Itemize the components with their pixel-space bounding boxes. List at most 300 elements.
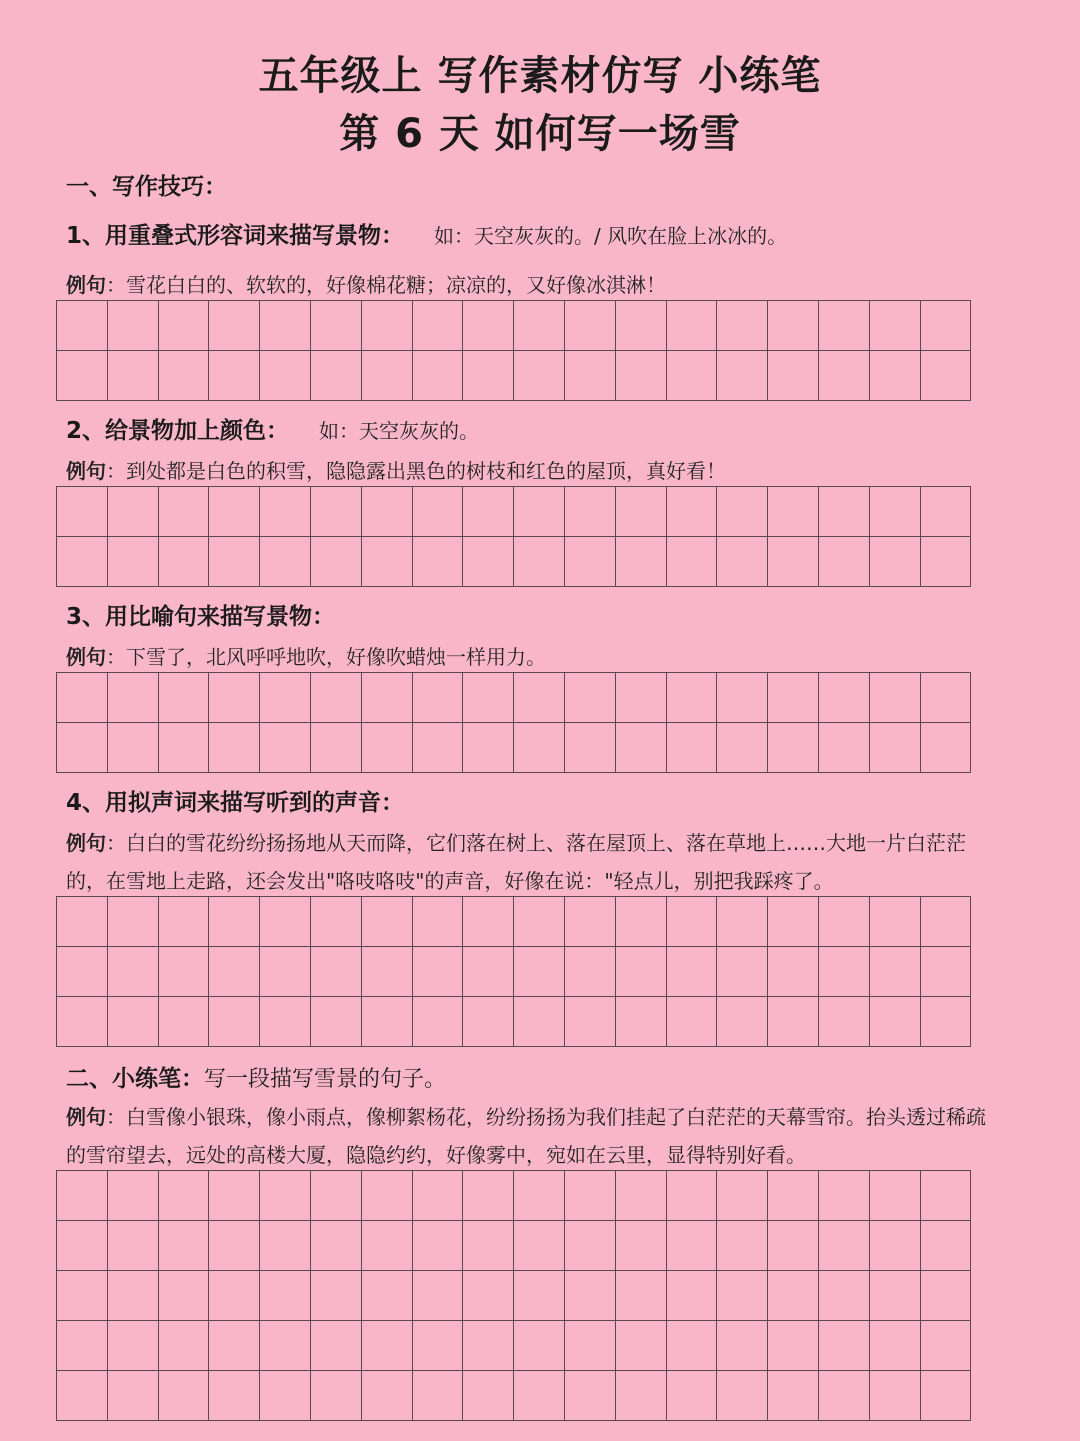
technique-3-heading: [66, 601, 335, 633]
grid-cell[interactable]: [463, 1171, 514, 1221]
grid-cell[interactable]: [616, 673, 667, 723]
technique-1-heading: [66, 220, 787, 252]
grid-cell[interactable]: [463, 947, 514, 997]
grid-cell[interactable]: [514, 301, 565, 351]
grid-cell[interactable]: [870, 897, 921, 947]
grid-cell[interactable]: [514, 1271, 565, 1321]
grid-cell[interactable]: [565, 1271, 616, 1321]
grid-cell[interactable]: [209, 673, 260, 723]
grid-cell[interactable]: [667, 487, 718, 537]
grid-cell[interactable]: [260, 673, 311, 723]
grid-cell[interactable]: [514, 947, 565, 997]
grid-cell[interactable]: [768, 723, 819, 773]
practice-example: [66, 1098, 996, 1174]
grid-cell[interactable]: [921, 351, 972, 401]
grid-cell[interactable]: [463, 1221, 514, 1271]
example-text: ：到处都是白色的积雪，隐隐露出黑色的树枝和红色的屋顶，真好看！: [106, 459, 726, 483]
grid-cell[interactable]: [57, 1171, 108, 1221]
grid-cell[interactable]: [514, 1171, 565, 1221]
grid-cell[interactable]: [57, 947, 108, 997]
grid-cell[interactable]: [159, 537, 210, 587]
grid-cell[interactable]: [514, 1221, 565, 1271]
grid-cell[interactable]: [108, 997, 159, 1047]
grid-cell[interactable]: [463, 487, 514, 537]
grid-cell[interactable]: [463, 301, 514, 351]
grid-cell[interactable]: [565, 301, 616, 351]
grid-cell[interactable]: [921, 487, 972, 537]
grid-cell[interactable]: [108, 897, 159, 947]
grid-cell[interactable]: [667, 897, 718, 947]
practice-heading-label: 二、小练笔：: [66, 1066, 204, 1092]
grid-cell[interactable]: [57, 1271, 108, 1321]
grid-cell[interactable]: [921, 673, 972, 723]
grid-cell[interactable]: [413, 301, 464, 351]
grid-cell[interactable]: [57, 1371, 108, 1421]
grid-cell[interactable]: [108, 723, 159, 773]
grid-cell[interactable]: [514, 537, 565, 587]
grid-cell[interactable]: [565, 673, 616, 723]
grid-cell[interactable]: [362, 1171, 413, 1221]
grid-cell[interactable]: [819, 301, 870, 351]
grid-cell[interactable]: [819, 723, 870, 773]
grid-cell[interactable]: [463, 997, 514, 1047]
grid-cell[interactable]: [463, 1271, 514, 1321]
grid-cell[interactable]: [463, 351, 514, 401]
grid-cell[interactable]: [57, 1221, 108, 1271]
grid-cell[interactable]: [413, 673, 464, 723]
grid-row: [57, 1371, 971, 1421]
grid-cell[interactable]: [311, 1271, 362, 1321]
grid-cell[interactable]: [159, 1221, 210, 1271]
grid-cell[interactable]: [717, 351, 768, 401]
grid-cell[interactable]: [565, 1321, 616, 1371]
grid-cell[interactable]: [768, 997, 819, 1047]
grid-cell[interactable]: [209, 351, 260, 401]
grid-cell[interactable]: [311, 673, 362, 723]
grid-cell[interactable]: [870, 537, 921, 587]
section-heading-techniques: 一、写作技巧：: [66, 174, 227, 200]
grid-cell[interactable]: [57, 723, 108, 773]
grid-cell[interactable]: [514, 487, 565, 537]
grid-cell[interactable]: [514, 1371, 565, 1421]
grid-cell[interactable]: [463, 723, 514, 773]
grid-cell[interactable]: [159, 1171, 210, 1221]
grid-cell[interactable]: [260, 723, 311, 773]
grid-cell[interactable]: [819, 897, 870, 947]
grid-cell[interactable]: [209, 723, 260, 773]
grid-cell[interactable]: [362, 947, 413, 997]
writing-grid-3[interactable]: [56, 672, 971, 773]
grid-row: [57, 673, 971, 723]
grid-cell[interactable]: [159, 1321, 210, 1371]
grid-cell[interactable]: [362, 1321, 413, 1371]
grid-cell[interactable]: [311, 1371, 362, 1421]
writing-grid-2[interactable]: [56, 486, 971, 587]
section-heading-practice: [66, 1063, 446, 1096]
grid-cell[interactable]: [311, 947, 362, 997]
grid-cell[interactable]: [667, 723, 718, 773]
grid-cell[interactable]: [260, 301, 311, 351]
grid-cell[interactable]: [819, 1321, 870, 1371]
grid-cell[interactable]: [565, 351, 616, 401]
grid-cell[interactable]: [108, 487, 159, 537]
grid-cell[interactable]: [413, 997, 464, 1047]
grid-cell[interactable]: [616, 1171, 667, 1221]
grid-cell[interactable]: [717, 673, 768, 723]
grid-cell[interactable]: [870, 351, 921, 401]
writing-grid-5[interactable]: [56, 1170, 971, 1421]
grid-cell[interactable]: [819, 1371, 870, 1421]
grid-row: [57, 723, 971, 773]
grid-cell[interactable]: [565, 723, 616, 773]
grid-cell[interactable]: [717, 1221, 768, 1271]
grid-cell[interactable]: [463, 673, 514, 723]
grid-cell[interactable]: [768, 1171, 819, 1221]
grid-cell[interactable]: [413, 1171, 464, 1221]
grid-cell[interactable]: [159, 351, 210, 401]
grid-cell[interactable]: [209, 997, 260, 1047]
technique-2-label: 2、给景物加上颜色：: [66, 418, 290, 444]
grid-cell[interactable]: [616, 1271, 667, 1321]
grid-cell[interactable]: [565, 1371, 616, 1421]
grid-cell[interactable]: [819, 1271, 870, 1321]
grid-cell[interactable]: [768, 1321, 819, 1371]
grid-cell[interactable]: [311, 1171, 362, 1221]
grid-cell[interactable]: [362, 723, 413, 773]
grid-cell[interactable]: [870, 1271, 921, 1321]
grid-cell[interactable]: [717, 301, 768, 351]
grid-cell[interactable]: [463, 537, 514, 587]
grid-cell[interactable]: [413, 487, 464, 537]
grid-cell[interactable]: [311, 1321, 362, 1371]
grid-cell[interactable]: [768, 947, 819, 997]
grid-cell[interactable]: [260, 1171, 311, 1221]
grid-cell[interactable]: [260, 537, 311, 587]
grid-cell[interactable]: [362, 1371, 413, 1421]
grid-cell[interactable]: [413, 1371, 464, 1421]
grid-cell[interactable]: [667, 351, 718, 401]
grid-cell[interactable]: [768, 301, 819, 351]
grid-cell[interactable]: [413, 897, 464, 947]
grid-cell[interactable]: [108, 1171, 159, 1221]
grid-cell[interactable]: [819, 997, 870, 1047]
grid-cell[interactable]: [667, 537, 718, 587]
grid-cell[interactable]: [667, 1271, 718, 1321]
grid-cell[interactable]: [311, 723, 362, 773]
grid-cell[interactable]: [667, 1321, 718, 1371]
grid-cell[interactable]: [667, 997, 718, 1047]
grid-cell[interactable]: [209, 947, 260, 997]
grid-cell[interactable]: [565, 487, 616, 537]
grid-cell[interactable]: [108, 947, 159, 997]
grid-cell[interactable]: [870, 487, 921, 537]
grid-cell[interactable]: [311, 487, 362, 537]
example-tag: 例句: [66, 831, 106, 855]
grid-cell[interactable]: [717, 1171, 768, 1221]
grid-cell[interactable]: [260, 1271, 311, 1321]
grid-cell[interactable]: [616, 301, 667, 351]
grid-cell[interactable]: [362, 487, 413, 537]
grid-cell[interactable]: [616, 1221, 667, 1271]
grid-cell[interactable]: [57, 1321, 108, 1371]
technique-4-heading: [66, 787, 404, 819]
grid-cell[interactable]: [108, 537, 159, 587]
grid-row: [57, 997, 971, 1047]
grid-cell[interactable]: [565, 1221, 616, 1271]
grid-cell[interactable]: [921, 1221, 972, 1271]
grid-cell[interactable]: [768, 487, 819, 537]
grid-cell[interactable]: [209, 537, 260, 587]
grid-cell[interactable]: [667, 1371, 718, 1421]
grid-cell[interactable]: [921, 1271, 972, 1321]
grid-cell[interactable]: [209, 897, 260, 947]
grid-cell[interactable]: [260, 1371, 311, 1421]
grid-cell[interactable]: [413, 1321, 464, 1371]
grid-cell[interactable]: [717, 723, 768, 773]
grid-cell[interactable]: [870, 301, 921, 351]
grid-cell[interactable]: [108, 1271, 159, 1321]
grid-cell[interactable]: [819, 487, 870, 537]
grid-cell[interactable]: [159, 997, 210, 1047]
grid-row: [57, 301, 971, 351]
grid-cell[interactable]: [768, 351, 819, 401]
page-title: 五年级上 写作素材仿写 小练笔: [258, 53, 822, 99]
grid-cell[interactable]: [413, 1221, 464, 1271]
grid-cell[interactable]: [463, 1371, 514, 1421]
grid-cell[interactable]: [209, 1171, 260, 1221]
technique-4-example: [66, 824, 996, 900]
grid-cell[interactable]: [362, 997, 413, 1047]
grid-row: [57, 1171, 971, 1221]
grid-cell[interactable]: [819, 1221, 870, 1271]
grid-cell[interactable]: [921, 1171, 972, 1221]
grid-cell[interactable]: [870, 1171, 921, 1221]
grid-cell[interactable]: [819, 673, 870, 723]
grid-cell[interactable]: [616, 997, 667, 1047]
grid-cell[interactable]: [717, 897, 768, 947]
grid-cell[interactable]: [159, 673, 210, 723]
grid-cell[interactable]: [362, 537, 413, 587]
grid-cell[interactable]: [108, 1371, 159, 1421]
grid-cell[interactable]: [819, 1171, 870, 1221]
example-tag: 例句: [66, 273, 106, 297]
grid-cell[interactable]: [311, 537, 362, 587]
grid-cell[interactable]: [514, 351, 565, 401]
grid-cell[interactable]: [921, 1321, 972, 1371]
example-text: ：白雪像小银珠，像小雨点，像柳絮杨花，纷纷扬扬为我们挂起了白茫茫的天幕雪帘。抬头透过稀疏的雪帘望去，远处的高楼大厦，隐隐约约，好像雾中，宛如在云里，显得特别好看。: [66, 1105, 986, 1167]
grid-cell[interactable]: [311, 351, 362, 401]
grid-row: [57, 1321, 971, 1371]
grid-cell[interactable]: [260, 487, 311, 537]
grid-cell[interactable]: [260, 897, 311, 947]
grid-cell[interactable]: [57, 301, 108, 351]
grid-cell[interactable]: [870, 947, 921, 997]
grid-cell[interactable]: [57, 673, 108, 723]
grid-cell[interactable]: [565, 537, 616, 587]
grid-cell[interactable]: [159, 1371, 210, 1421]
grid-cell[interactable]: [717, 1371, 768, 1421]
grid-cell[interactable]: [413, 723, 464, 773]
technique-1-label: 1、用重叠式形容词来描写景物：: [66, 223, 405, 249]
technique-1-hint: 如：天空灰灰的。/ 风吹在脸上冰冰的。: [434, 224, 788, 248]
grid-cell[interactable]: [159, 723, 210, 773]
grid-cell[interactable]: [870, 1371, 921, 1421]
grid-cell[interactable]: [311, 897, 362, 947]
grid-cell[interactable]: [565, 997, 616, 1047]
technique-2-heading: [66, 415, 479, 447]
technique-2-example: [66, 452, 996, 490]
grid-cell[interactable]: [717, 997, 768, 1047]
grid-cell[interactable]: [921, 537, 972, 587]
example-tag: 例句: [66, 1105, 106, 1129]
grid-cell[interactable]: [921, 947, 972, 997]
grid-cell[interactable]: [514, 673, 565, 723]
grid-cell[interactable]: [565, 1171, 616, 1221]
grid-cell[interactable]: [768, 1221, 819, 1271]
writing-grid-4[interactable]: [56, 896, 971, 1047]
grid-row: [57, 1221, 971, 1271]
grid-cell[interactable]: [819, 351, 870, 401]
grid-cell[interactable]: [209, 1321, 260, 1371]
grid-cell[interactable]: [209, 1221, 260, 1271]
grid-cell[interactable]: [260, 947, 311, 997]
grid-cell[interactable]: [616, 487, 667, 537]
writing-grid-1[interactable]: [56, 300, 971, 401]
grid-cell[interactable]: [616, 537, 667, 587]
grid-cell[interactable]: [667, 947, 718, 997]
grid-cell[interactable]: [413, 351, 464, 401]
grid-cell[interactable]: [616, 1371, 667, 1421]
practice-heading-task: 写一段描写雪景的句子。: [204, 1067, 447, 1092]
technique-3-label: 3、用比喻句来描写景物：: [66, 604, 336, 630]
grid-cell[interactable]: [768, 1371, 819, 1421]
grid-cell[interactable]: [311, 301, 362, 351]
grid-cell[interactable]: [362, 351, 413, 401]
grid-cell[interactable]: [260, 1221, 311, 1271]
grid-cell[interactable]: [870, 673, 921, 723]
grid-cell[interactable]: [616, 351, 667, 401]
grid-cell[interactable]: [921, 897, 972, 947]
grid-cell[interactable]: [108, 1321, 159, 1371]
grid-cell[interactable]: [362, 897, 413, 947]
grid-cell[interactable]: [616, 897, 667, 947]
grid-cell[interactable]: [921, 997, 972, 1047]
grid-cell[interactable]: [159, 1271, 210, 1321]
grid-cell[interactable]: [565, 947, 616, 997]
grid-cell[interactable]: [768, 897, 819, 947]
grid-cell[interactable]: [514, 897, 565, 947]
grid-cell[interactable]: [57, 351, 108, 401]
grid-cell[interactable]: [819, 947, 870, 997]
grid-cell[interactable]: [362, 301, 413, 351]
grid-cell[interactable]: [717, 537, 768, 587]
grid-cell[interactable]: [362, 1221, 413, 1271]
grid-row: [57, 897, 971, 947]
grid-cell[interactable]: [768, 537, 819, 587]
grid-cell[interactable]: [209, 1271, 260, 1321]
grid-cell[interactable]: [616, 947, 667, 997]
grid-cell[interactable]: [108, 673, 159, 723]
grid-cell[interactable]: [413, 1271, 464, 1321]
page-subtitle: 第 6 天 如何写一场雪: [339, 111, 741, 157]
example-text: ：下雪了，北风呼呼地吹，好像吹蜡烛一样用力。: [106, 645, 546, 669]
grid-cell[interactable]: [57, 487, 108, 537]
technique-2-hint: 如：天空灰灰的。: [319, 419, 480, 443]
grid-cell[interactable]: [260, 351, 311, 401]
grid-cell[interactable]: [921, 301, 972, 351]
grid-row: [57, 351, 971, 401]
grid-cell[interactable]: [667, 1221, 718, 1271]
grid-cell[interactable]: [159, 947, 210, 997]
grid-cell[interactable]: [616, 723, 667, 773]
example-text: ：白白的雪花纷纷扬扬地从天而降，它们落在树上、落在屋顶上、落在草地上……大地一片白茫茫的，在雪地上走路，还会发出"咯吱咯吱"的声音，好像在说："轻点儿，别把我踩疼了。: [66, 831, 966, 893]
grid-cell[interactable]: [565, 897, 616, 947]
grid-cell[interactable]: [717, 487, 768, 537]
grid-cell[interactable]: [413, 537, 464, 587]
grid-cell[interactable]: [768, 1271, 819, 1321]
grid-cell[interactable]: [667, 301, 718, 351]
technique-3-example: [66, 638, 996, 676]
grid-cell[interactable]: [209, 487, 260, 537]
grid-cell[interactable]: [311, 1221, 362, 1271]
grid-cell[interactable]: [260, 997, 311, 1047]
grid-cell[interactable]: [57, 537, 108, 587]
grid-cell[interactable]: [311, 997, 362, 1047]
grid-cell[interactable]: [159, 487, 210, 537]
grid-cell[interactable]: [362, 1271, 413, 1321]
grid-cell[interactable]: [616, 1321, 667, 1371]
grid-row: [57, 487, 971, 537]
grid-row: [57, 537, 971, 587]
grid-cell[interactable]: [260, 1321, 311, 1371]
grid-cell[interactable]: [108, 1221, 159, 1271]
grid-cell[interactable]: [514, 997, 565, 1047]
technique-1-example: [66, 266, 996, 304]
grid-cell[interactable]: [57, 997, 108, 1047]
grid-cell[interactable]: [717, 947, 768, 997]
grid-cell[interactable]: [159, 301, 210, 351]
grid-cell[interactable]: [514, 723, 565, 773]
grid-cell[interactable]: [870, 723, 921, 773]
grid-cell[interactable]: [819, 537, 870, 587]
grid-row: [57, 947, 971, 997]
grid-cell[interactable]: [667, 673, 718, 723]
grid-cell[interactable]: [159, 897, 210, 947]
grid-cell[interactable]: [921, 723, 972, 773]
grid-cell[interactable]: [108, 301, 159, 351]
grid-cell[interactable]: [108, 351, 159, 401]
grid-cell[interactable]: [870, 1221, 921, 1271]
technique-4-label: 4、用拟声词来描写听到的声音：: [66, 790, 405, 816]
grid-cell[interactable]: [463, 1321, 514, 1371]
grid-cell[interactable]: [921, 1371, 972, 1421]
grid-cell[interactable]: [413, 947, 464, 997]
grid-cell[interactable]: [717, 1271, 768, 1321]
grid-cell[interactable]: [514, 1321, 565, 1371]
example-text: ：雪花白白的、软软的，好像棉花糖；凉凉的，又好像冰淇淋！: [106, 273, 666, 297]
grid-cell[interactable]: [667, 1171, 718, 1221]
grid-cell[interactable]: [209, 1371, 260, 1421]
grid-cell[interactable]: [870, 1321, 921, 1371]
grid-cell[interactable]: [57, 897, 108, 947]
grid-cell[interactable]: [209, 301, 260, 351]
grid-cell[interactable]: [870, 997, 921, 1047]
example-tag: 例句: [66, 459, 106, 483]
grid-cell[interactable]: [362, 673, 413, 723]
grid-cell[interactable]: [463, 897, 514, 947]
grid-cell[interactable]: [717, 1321, 768, 1371]
grid-cell[interactable]: [768, 673, 819, 723]
